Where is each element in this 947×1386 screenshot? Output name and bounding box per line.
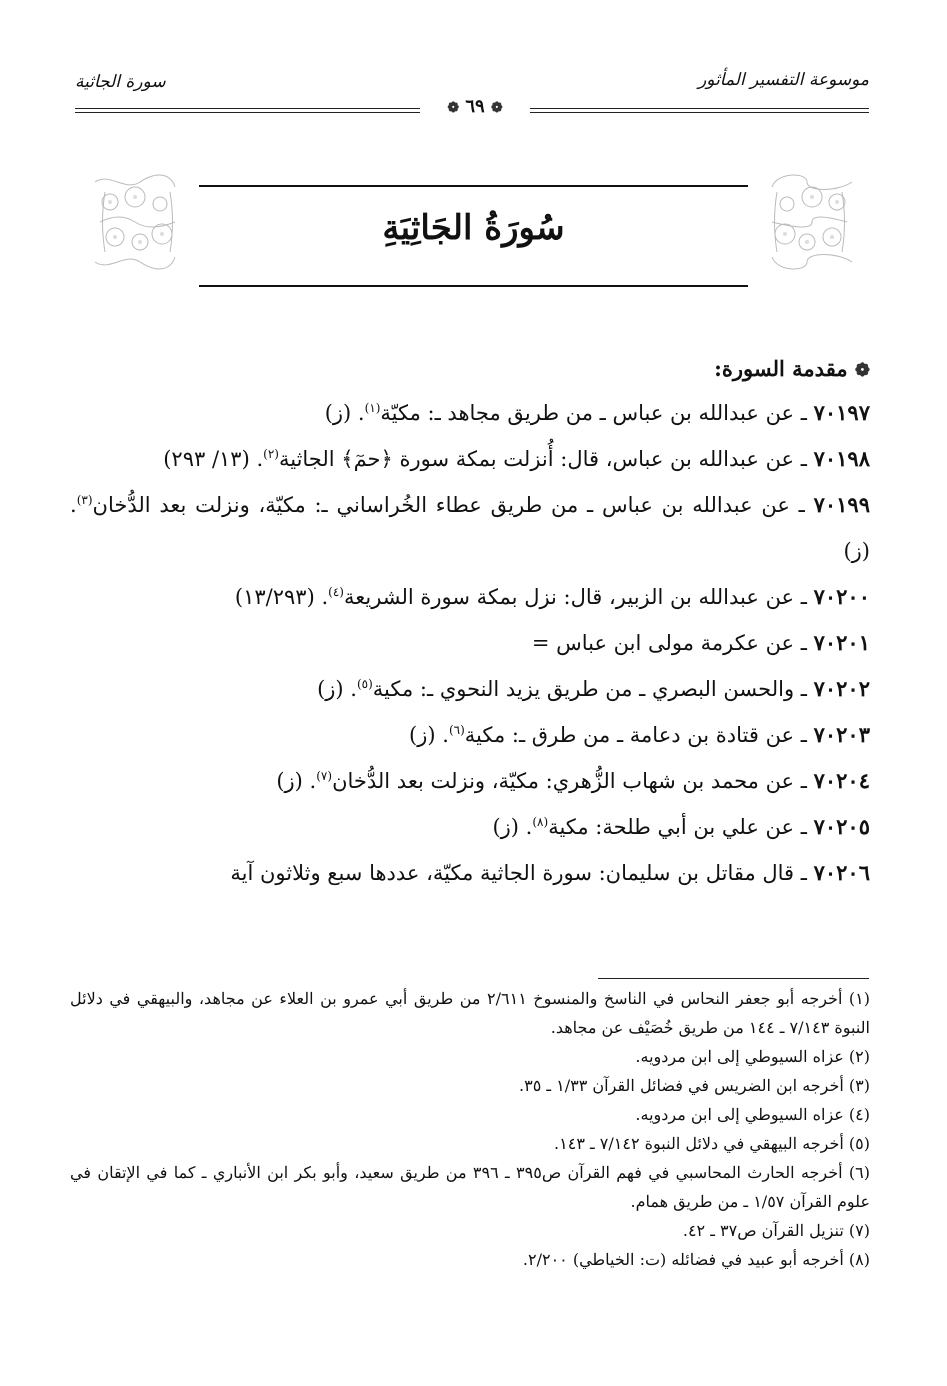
- entry-text: ـ عن قتادة بن دعامة ـ من طرق ـ: مكية: [464, 723, 814, 747]
- page-number: [420, 96, 530, 122]
- floral-ornament-icon: [767, 172, 857, 272]
- section-heading-text: مقدمة السورة:: [714, 356, 848, 381]
- footnote-ref: (٥): [356, 677, 373, 691]
- entry-source: . (ز): [492, 815, 533, 839]
- narration-entry: [70, 436, 870, 482]
- narration-entry: [70, 482, 870, 574]
- footnote-ref: (١): [364, 401, 381, 415]
- entry-number: ٧٠٢٠٤: [813, 768, 870, 793]
- banner-rule-top: [199, 185, 748, 187]
- section-heading: [70, 348, 870, 390]
- footnote: (٧) تنزيل القرآن ص٣٧ ـ ٤٢.: [682, 1221, 870, 1240]
- flower-icon: ❁: [854, 360, 870, 381]
- entry-source: . (ز): [409, 723, 449, 747]
- narration-entry: [70, 712, 870, 758]
- entry-text: ـ عن عكرمة مولى ابن عباس =: [531, 631, 814, 655]
- entry-text: ـ والحسن البصري ـ من طريق يزيد النحوي ـ: مكية: [372, 677, 814, 701]
- footnotes: [70, 984, 870, 1274]
- narration-entry: [70, 574, 870, 620]
- running-header-surah-name: سورة الجاثية: [75, 72, 166, 92]
- entry-text: ـ عن عبدالله بن عباس ـ من طريق عطاء الخُراساني ـ: مكيّة، ونزلت بعد الدُّخان: [92, 493, 814, 517]
- entry-number: ٧٠١٩٩: [813, 492, 870, 517]
- footnote-ref: (٣): [76, 493, 93, 507]
- entry-text: ـ قال مقاتل بن سليمان: سورة الجاثية مكيّة، عددها سبع وثلاثون آية: [230, 861, 814, 885]
- entry-number: ٧٠٢٠٥: [813, 814, 870, 839]
- footnote-ref: (٢): [263, 447, 279, 461]
- entry-source: . (ز): [317, 677, 357, 701]
- entry-text: ـ عن عبدالله بن عباس ـ من طريق مجاهد ـ: مكيّة: [380, 401, 814, 425]
- floral-ornament-icon: [90, 172, 180, 272]
- footnote: (٦) أخرجه الحارث المحاسبي في فهم القرآن ص٣٩٥ ـ ٣٩٦ من طريق سعيد، وأبو بكر ابن الأنباري ـ كما في الإتقان في علوم القرآن ١/٥٧ ـ من طريق همام.: [70, 1163, 871, 1211]
- page-number-text: ٦٩: [465, 96, 485, 117]
- footnote-separator: [598, 978, 869, 979]
- footnote: (٣) أخرجه ابن الضريس في فضائل القرآن ١/٣٣ ـ ٣٥.: [519, 1076, 870, 1095]
- entry-number: ٧٠١٩٨: [813, 446, 870, 471]
- entry-text: ـ عن عبدالله بن عباس، قال: أُنزلت بمكة سورة ﴿حمٓ﴾ الجاثية: [278, 447, 814, 471]
- narration-entry: [70, 850, 870, 896]
- footnote: (٨) أخرجه أبو عبيد في فضائله (ت: الخياطي) ٢/٢٠٠.: [522, 1250, 870, 1269]
- entry-number: ٧٠٢٠٦: [813, 860, 870, 885]
- entry-text: ـ عن علي بن أبي طلحة: مكية: [548, 815, 814, 839]
- surah-title: سُورَةُ الجَاثِيَةِ: [382, 208, 565, 248]
- footnote: (٤) عزاه السيوطي إلى ابن مردويه.: [635, 1105, 870, 1124]
- entry-source: . (ز): [276, 769, 317, 793]
- running-header-book-title: موسوعة التفسير المأثور: [698, 70, 869, 90]
- entry-source: . (ز): [324, 401, 365, 425]
- footnote-ref: (٨): [532, 815, 549, 829]
- entry-number: ٧٠٢٠٠: [813, 584, 870, 609]
- narration-entry: [70, 758, 870, 804]
- ornament-icon: ❁: [490, 100, 503, 116]
- entry-source: . (ز): [70, 493, 870, 563]
- footnote-ref: (٦): [448, 723, 465, 737]
- footnote-ref: (٤): [328, 585, 344, 599]
- entry-number: ٧٠٢٠١: [813, 630, 870, 655]
- entry-source: . (١٣/٢٩٣): [234, 585, 329, 609]
- footnote: (٥) أخرجه البيهقي في دلائل النبوة ٧/١٤٢ ـ ١٤٣.: [554, 1134, 870, 1153]
- entry-number: ٧٠٢٠٢: [813, 676, 870, 701]
- narration-entry: [70, 666, 870, 712]
- body-text: [70, 348, 870, 896]
- entry-number: ٧٠١٩٧: [813, 400, 870, 425]
- banner-rule-bottom: [199, 285, 748, 287]
- narration-entry: [70, 390, 870, 436]
- narration-entry: [70, 804, 870, 850]
- footnote: (٢) عزاه السيوطي إلى ابن مردويه.: [635, 1047, 870, 1066]
- entry-text: ـ عن محمد بن شهاب الزُّهري: مكيّة، ونزلت بعد الدُّخان: [332, 769, 814, 793]
- entry-number: ٧٠٢٠٣: [813, 722, 870, 747]
- narration-entry: [70, 620, 870, 666]
- entry-text: ـ عن عبدالله بن الزبير، قال: نزل بمكة سورة الشريعة: [343, 585, 814, 609]
- ornament-icon: ❁: [447, 100, 460, 116]
- entry-source: . (١٣/ ٢٩٣): [163, 447, 264, 471]
- footnote: (١) أخرجه أبو جعفر النحاس في الناسخ والمنسوخ ٢/٦١١ من طريق أبي عمرو بن العلاء عن مجاهد، والبيهقي في دلائل النبوة ٧/١٤٣ ـ ١٤٤ من طريق خُصَيْف عن مجاهد.: [70, 989, 870, 1037]
- footnote-ref: (٧): [316, 769, 333, 783]
